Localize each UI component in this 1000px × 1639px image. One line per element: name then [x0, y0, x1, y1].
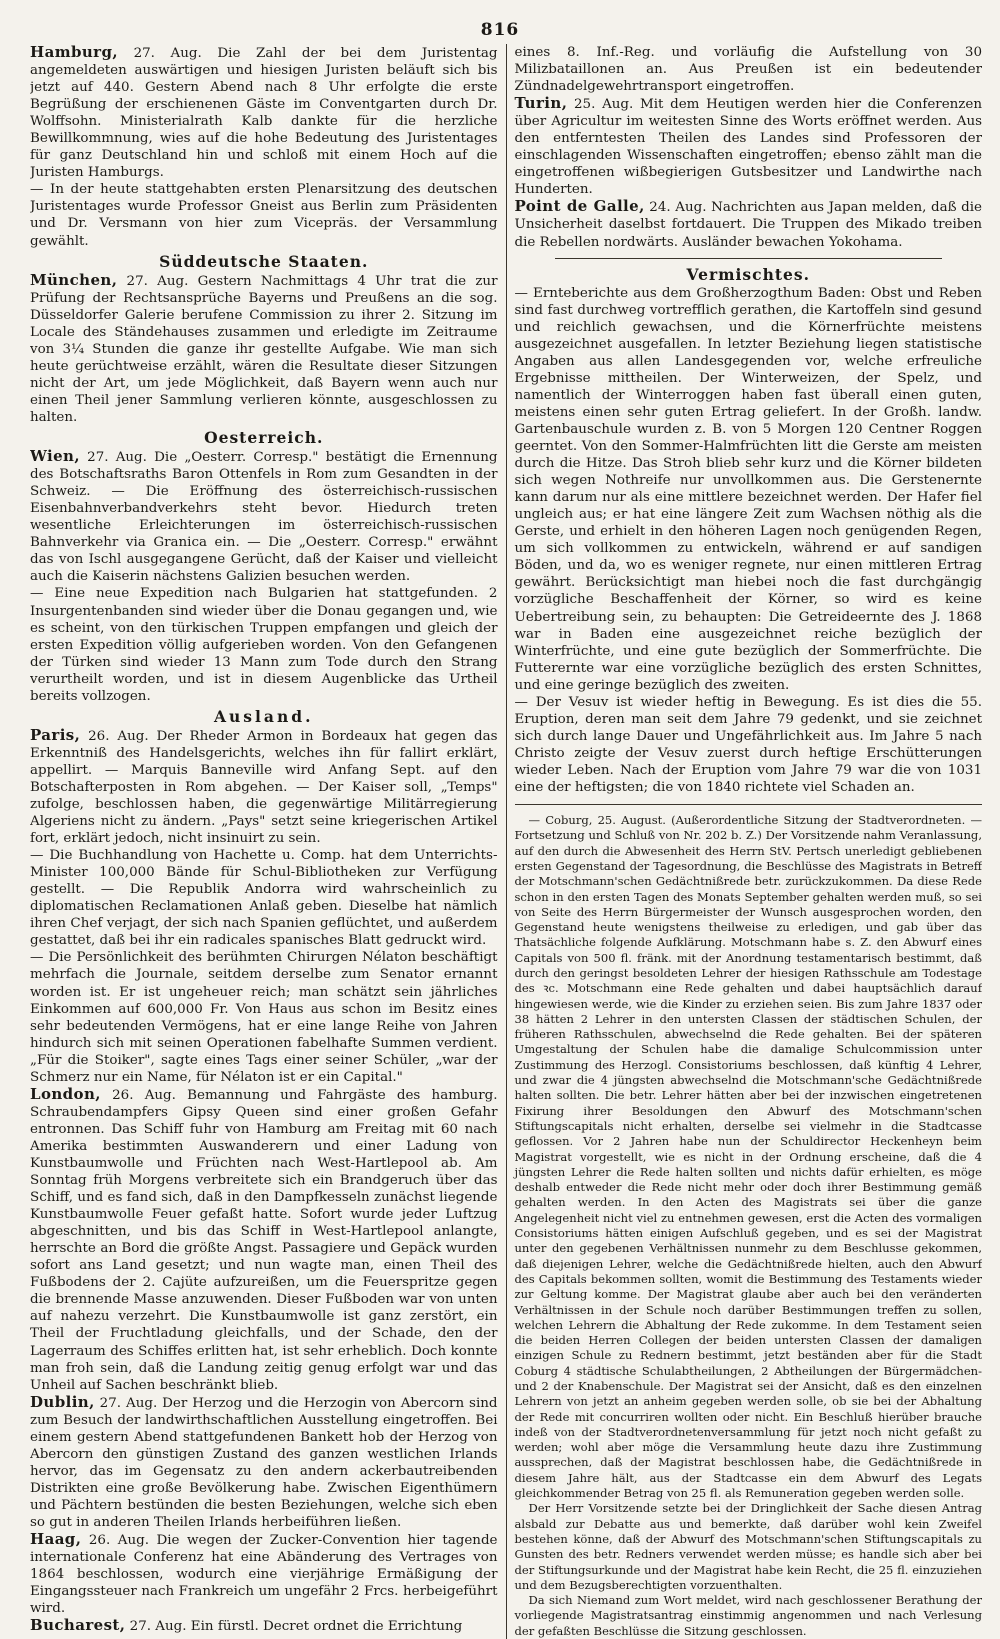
dateline-place: Hamburg, [30, 44, 118, 61]
news-text: 26. Aug. Der Rheder Armon in Bordeaux hat gegen das Erkenntniß des Handelsgerichts, welches ihn für fallirt erklärt, appellirt. — Marquis Banneville wird Anfang Sept. auf den Botschafterposten in Rom abgehen. — Der Kaiser soll, „Temps" zufolge, beschlossen haben, die gegenwärtige Militärregierung Algeriens nicht zu ändern. „Pays" setzt seine kriegerischen Artikel fort, erklärt jedoch, nicht insinuirt zu sein. [30, 728, 498, 847]
news-paragraph: — Ernteberichte aus dem Großherzogthum Baden: Obst und Reben sind fast durchweg vortrefflich gerathen, die Kartoffeln sind gesund und reichlich gewachsen, und die Körnerfrüchte meistens ausgezeichnet ausgefallen. In letzter Beziehung liegen statistische Angaben aus allen Landesgegenden vor, welche erfreuliche Ergebnisse mittheilen. Der Winterweizen, der Spelz, und namentlich der Winterroggen haben fast überall einen guten, meistens einen sehr guten Ertrag geliefert. In der Großh. landw. Gartenbauschule wurden z. B. von 5 Morgen 120 Centner Roggen geerntet. Von den Sommer-Halmfrüchten litt die Gerste am meisten durch die Hitze. Das Stroh blieb sehr kurz und die Körner bildeten sich wegen Nothreife nur unvollkommen aus. Die Gerstenernte kann darum nur als eine mittlere bezeichnet werden. Der Hafer fiel ungleich aus; er hat eine längere Zeit zum Wachsen nöthig als die Gerste, und erhielt in den höheren Lagen noch genügenden Regen, um sich vollkommen zu entwickeln, während er auf sandigen Böden, und da, wo es weniger regnete, nur einen mittleren Ertrag gewährt. Berücksichtigt man hiebei noch die fast durchgängig vorzügliche Beschaffenheit der Körner, so wird es keine Uebertreibung sein, zu behaupten: Die Getreideernte des J. 1868 war in Baden eine ausgezeichnet reiche bezüglich der Winterfrüchte, und eine gute bezüglich der Sommerfrüchte. Die Futterernte war eine vorzügliche bezüglich des ersten Schnittes, und eine geringe bezüglich des zweiten. [514, 285, 982, 693]
news-text: 27. Aug. Der Herzog und die Herzogin von Abercorn sind zum Besuch der landwirthschaftlichen Ausstellung eingetroffen. Bei einem gestern Abend stattgefundenen Bankett hob der Herzog von Abercorn den günstigen Zustand des ganzen westlichen Irlands hervor, das im Gegensatz zu den andern ackerbautreibenden Distrikten eine große Bevölkerung habe. Zwischen Eigenthümern und Pächtern bestünden die besten Beziehungen, welche sich eben so gut in anderen Theilen Irlands herbeiführen ließen. [30, 1395, 498, 1530]
news-paragraph: — Die Buchhandlung von Hachette u. Comp. hat dem Unterrichts-Minister 100,000 Bände für Schul-Bibliotheken zur Verfügung gestellt. — Die Republik Andorra wird wahrscheinlich zu diplomatischen Reclamationen Anlaß geben. Dieselbe hat nämlich ihren Chef verjagt, der sich nach Spanien geflüchtet, und außerdem gestattet, daß bei ihr ein radicales spanisches Blatt gedruckt wird. [30, 848, 498, 949]
page-number: 816 [480, 20, 520, 40]
news-paragraph: — Eine neue Expedition nach Bulgarien hat stattgefunden. 2 Insurgentenbanden sind wieder über die Donau gegangen und, wie es scheint, von den türkischen Truppen empfangen und gleich der ersten Expedition völlig aufgerieben worden. Von den Gefangenen der Türken sind wieder 13 Mann zum Tode durch den Strang verurtheilt worden, und ist in diesem Augenblicke das Urtheil bereits vollzogen. [30, 586, 498, 704]
dateline-place: Paris, [30, 725, 81, 744]
section-heading: Ausland. [214, 706, 314, 726]
news-item [515, 198, 983, 250]
news-item [515, 95, 983, 198]
news-paragraph: — Die Persönlichkeit des berühmten Chirurgen Nélaton beschäftigt mehrfach die Journale, seitdem derselbe zum Senator ernannt worden ist. Er ist ungeheuer reich; man schätzt sein jährliches Einkommen auf 600,000 Fr. Von Haus aus schon im Besitz eines sehr bedeutenden Vermögens, hat er eine lange Reihe von Jahren hindurch sich mit seinen Operationen fabelhafte Summen verdient. „Für die Stoiker", sagte eines Tags einer seiner Schüler, „war der Schmerz nur ein Name, für Nélaton ist er ein Capital." [30, 950, 498, 1085]
news-text: 25. Aug. Mit dem Heutigen werden hier die Conferenzen über Agricultur im weitesten Sinne des Worts eröffnet werden. Aus den entferntesten Theilen des Landes sind Professoren der einschlagenden Wissenschaften eingetroffen; ebenso zählt man die eingetroffenen wißbegierigen Gutsbesitzer und Landwirthe nach Hunderten. [514, 97, 982, 198]
section-heading: Oesterreich. [204, 428, 324, 448]
dateline-place: Haag, [30, 1530, 82, 1549]
news-item [30, 727, 498, 847]
news-item [30, 1086, 498, 1394]
news-text: 27. Aug. Gestern Nachmittags 4 Uhr trat die zur Prüfung der Rechtsansprüche Bayerns und Preußens an die sog. Düsseldorfer Galerie berufene Commission zu ihrer 2. Sitzung im Locale des Ständehauses zusammen und erledigte im Zeitraume von 3¼ Stunden die ganze ihr gestellte Aufgabe. Wie man sich heute gerüchtweise erzählt, wären die Resultate dieser Sitzungen nicht der Art, um jede Möglichkeit, daß Bayern wenn auch nur einen Theil jener Sammlung verlieren könnte, ausgeschlossen zu halten. [30, 273, 498, 425]
dateline-place: Dublin, [30, 1392, 95, 1411]
dateline-place: London, [30, 1084, 101, 1103]
dateline-place: Wien, [30, 447, 80, 466]
columns [30, 44, 982, 1639]
left-column [30, 44, 506, 1639]
news-text: 27. Aug. Die „Oesterr. Corresp." bestätigt die Ernennung des Botschaftsraths Baron Ottenfels in Rom zum Gesandten in der Schweiz. — Die Eröffnung des österreichisch-russischen Eisenbahnverbandverkehrs steht bevor. Hiedurch treten wesentliche Erleichterungen im österreichisch-russischen Bahnverkehr via Granica ein. — Die „Oesterr. Corresp." erwähnt das von Ischl ausgegangene Gerücht, daß der Kaiser und vielleicht auch die Kaiserin nächstens Galizien besuchen werden. [30, 450, 498, 585]
news-paragraph: — Der Vesuv ist wieder heftig in Bewegung. Es ist dies die 55. Eruption, deren man seit dem Jahre 79 gedenkt, und sie zeichnet sich durch lange Dauer und Ungefährlichkeit aus. Im Jahre 5 nach Christo zeigte der Vesuv zuerst durch heftige Erschütterungen wieder Leben. Nach der Eruption vom Jahre 79 war die von 1031 eine der heftigsten; die von 1840 richtete viel Schaden an. [514, 694, 982, 795]
dateline-place: Point de Galle, [514, 197, 645, 216]
section-heading: Vermischtes. [686, 264, 810, 284]
report-paragraph: Der Herr Vorsitzende setzte bei der Dringlichkeit der Sache diesen Antrag alsbald zur Debatte aus und bemerkte, daß darüber wohl kein Zweifel bestehen könne, daß der Abwurf des Motschmann'schen Stiftungscapitals zu Gunsten des betr. Redners verwendet werden müsse; es handle sich aber bei der Stiftungsurkunde und der Magistrat habe kein Recht, die 25 fl. einzuziehen und dem Bezugsberechtigten vorzuenthalten. [514, 1501, 982, 1592]
dateline-place: Bucharest, [30, 1616, 126, 1635]
news-paragraph: eines 8. Inf.-Reg. und vorläufig die Aufstellung von 30 Milizbataillonen an. Aus Preußen ist ein bedeutender Zündnadelgewehrtransport eingetroffen. [514, 45, 982, 95]
report-paragraph: Da sich Niemand zum Wort meldet, wird nach geschlossener Berathung der vorliegende Magistratsantrag einstimmig angenommen und nach Verlesung der gefaßten Beschlüsse die Sitzung geschlossen. [514, 1593, 982, 1638]
section-divider [515, 804, 983, 805]
section-divider [555, 258, 943, 259]
dateline-place: München, [30, 270, 118, 289]
news-item [30, 1617, 498, 1635]
news-text: 27. Aug. Die Zahl der bei dem Juristentag angemeldeten auswärtigen und hiesigen Juristen beläuft sich bis jetzt auf 440. Gestern Abend nach 8 Uhr erfolgte die erste Begrüßung der erschienenen Gäste im Conventgarten durch Dr. Wolffsohn. Ministerialrath Kalb dankte für die herzliche Bewillkommnung, wies auf die hohe Bedeutung des Juristentages für ganz Deutschland hin und schloß mit einem Hoch auf die Juristen Hamburgs. [30, 46, 498, 181]
news-paragraph: — In der heute stattgehabten ersten Plenarsitzung des deutschen Juristentages wurde Professor Gneist aus Berlin zum Präsidenten und Dr. Versmann von hier zum Vicepräs. der Versammlung gewählt. [30, 182, 498, 249]
right-column [506, 44, 983, 1639]
report-paragraph: — Coburg, 25. August. (Außerordentliche Sitzung der Stadtverordneten. — Fortsetzung und Schluß von Nr. 202 b. Z.) Der Vorsitzende nahm Veranlassung, auf den durch die Abwesenheit des Herrn StV. Pertsch unerledigt gebliebenen ersten Gegenstand der Tagesordnung, die Beschlüsse des Magistrats in Betreff der Motschmann'schen Gedächtnißrede betr. zurückzukommen. Da diese Rede schon in den ersten Tagen des Monats September gehalten werden muß, so sei von Seite des Herrn Bürgermeister der Wunsch ausgesprochen worden, den Gegenstand heute wenigstens theilweise zu erledigen, und gab über das Thatsächliche folgende Aufklärung. Motschmann habe s. Z. den Abwurf eines Capitals von 500 fl. fränk. mit der Anordnung testamentarisch bestimmt, daß durch den geringst besoldeten Lehrer der hiesigen Rathsschule am Todestage des ꝛc. Motschmann eine Rede gehalten und dabei hauptsächlich darauf hingewiesen werde, wie die Kinder zu erziehen seien. Bis zum Jahre 1837 oder 38 hätten 2 Lehrer in den untersten Classen der städtischen Schulen, der früheren Rathsschulen, abwechselnd die Rede gehalten. Bei der späteren Umgestaltung der Schulen habe die damalige Schulcommission unter Zustimmung des Herzogl. Consistoriums beschlossen, daß künftig 4 Lehrer, und zwar die 4 jüngsten abwechselnd die Motschmann'sche Gedächtnißrede halten sollten. Die betr. Lehrer hätten aber bei der inzwischen eingetretenen Fixirung ihrer Besoldungen den Abwurf des Motschmann'schen Stiftungscapitals nicht erhalten, derselbe sei vielmehr in die Stadtcasse geflossen. Vor 2 Jahren habe nun der Schuldirector Heckenheyn beim Magistrat vorgestellt, wie es nicht in der Ordnung erscheine, daß die 4 jüngsten Lehrer die Rede halten sollten und nichts dafür erhielten, es möge deshalb entweder die Rede nicht mehr oder doch ihrer Bestimmung gemäß gehalten werden. In den Acten des Magistrats sei über die ganze Angelegenheit nicht viel zu entnehmen gewesen, erst die Acten des vormaligen Consistoriums hätten einigen Aufschluß gegeben, und es sei der Magistrat unter den gegebenen Verhältnissen nunmehr zu dem Beschlusse gekommen, daß diejenigen Lehrer, welche die Gedächtnißrede hielten, auch den Abwurf des Capitals bekommen sollten, womit die Bestimmung des Testaments wieder zur Geltung komme. Der Magistrat glaube aber auch bei den veränderten Verhältnissen in der Schule noch darüber Bestimmungen treffen zu sollen, welchen Lehrern die Abhaltung der Rede zukomme. In dem Testament seien die beiden Herren Collegen der beiden untersten Classen der damaligen einzigen Schule zu Rednern bestimmt, jetzt beständen aber für die Stadt Coburg 4 städtische Schulabtheilungen, 2 Abtheilungen der Bürgermädchen- und 2 der Knabenschule. Der Magistrat sei der Ansicht, daß es den einzelnen Lehrern von jetzt an anheim gegeben werden solle, ob sie bei der Abhaltung der Rede mit concurriren wollten oder nicht. Ein Beschluß hierüber brauche indeß von der Stadtverordnetenversammlung für jetzt noch nicht gefaßt zu werden; wohl aber möge die Versammlung heute dazu ihre Zustimmung aussprechen, daß der Magistrat beschlossen habe, die Gedächtnißrede in diesem Jahre hält, aus der Stadtcasse ein dem Abwurf des Legats gleichkommender Betrag von 25 fl. als Remuneration gegeben werden solle. [514, 813, 982, 1501]
news-text: 27. Aug. Ein fürstl. Decret ordnet die Errichtung [125, 1619, 463, 1635]
news-text: 26. Aug. Die wegen der Zucker-Convention hier tagende internationale Conferenz hat eine Abänderung des Vertrages von 1864 beschlossen, wodurch eine vierjährige Ermäßigung der Eingangssteuer nach Frankreich um ungefähr 2 Frcs. herbeigeführt wird. [30, 1533, 498, 1617]
news-text: 26. Aug. Bemannung und Fahrgäste des hamburg. Schraubendampfers Gipsy Queen sind einer großen Gefahr entronnen. Das Schiff fuhr von Hamburg am Freitag mit 60 nach Amerika bestimmten Auswanderern und einer Ladung von Kunstbaumwolle und Früchten nach West-Hartlepool ab. Am Sonntag früh Morgens verbreitete sich ein Brandgeruch über das Schiff, und es fand sich, daß in den Dampfkesseln zunächst liegende Kunstbaumwolle Feuer gefaßt hatte. Sofort wurde jeder Luftzug abgeschnitten, und bis das Schiff in West-Hartlepool anlangte, herrschte an Bord die größte Angst. Passagiere und Gepäck wurden sofort ans Land gesetzt; und nun wagte man, einen Theil des Fußbodens der 2. Cajüte aufzureißen, um die Feuerspritze gegen die brennende Masse anzuwenden. Dieser Fußboden war von unten auf nahezu verzehrt. Die Kunstbaumwolle ist ganz zerstört, ein Theil der Fruchtladung gleichfalls, und der Schade, den der Lagerraum des Schiffes erlitten hat, ist sehr erheblich. Doch konnte man froh sein, daß die Landung zeitig genug erfolgt war und das Unheil auf Sachen beschränkt blieb. [30, 1087, 498, 1393]
news-item [30, 1394, 498, 1531]
news-text: 24. Aug. Nachrichten aus Japan melden, daß die Unsicherheit daselbst fortdauert. Die Truppen des Mikado treiben die Rebellen nordwärts. Ausländer bewachen Yokohama. [514, 200, 982, 250]
section-heading: Süddeutsche Staaten. [159, 251, 369, 271]
news-item [30, 44, 498, 181]
dateline-place: Turin, [514, 94, 568, 113]
news-item [30, 272, 498, 426]
news-item [30, 448, 498, 585]
news-item [30, 1531, 498, 1617]
